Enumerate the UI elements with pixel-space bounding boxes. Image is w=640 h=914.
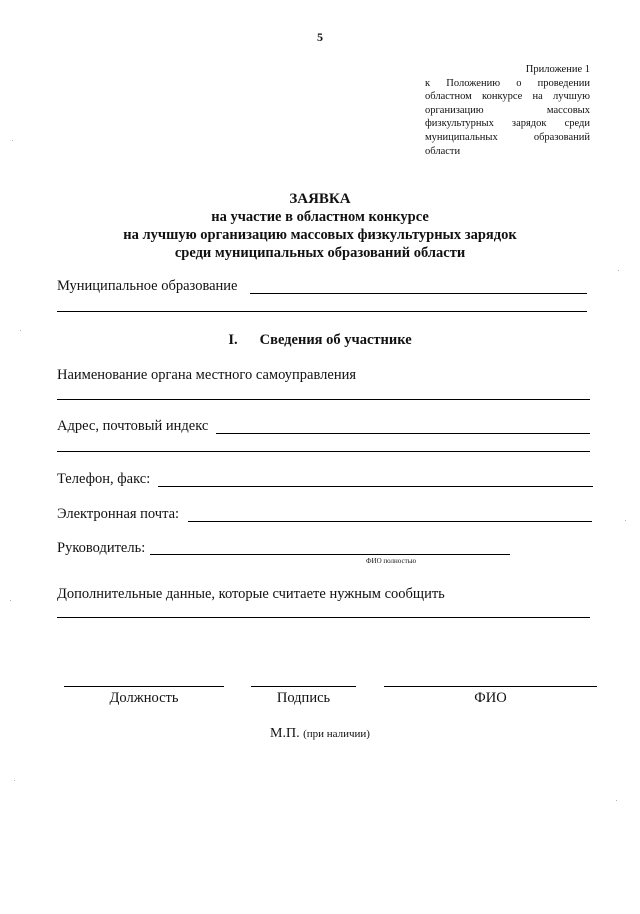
- section-number: I.: [228, 332, 238, 348]
- scan-speck: [12, 140, 13, 141]
- municipality-line-2[interactable]: [57, 311, 587, 312]
- org-name-label: Наименование органа местного самоуправления: [57, 367, 357, 383]
- scan-speck: [616, 800, 617, 801]
- appendix-body: к Положению о проведении областном конкурсе на лучшую организацию массовых физкультурных зарядок среди муниципальных образований области: [425, 77, 590, 157]
- email-line[interactable]: [188, 521, 592, 522]
- scan-speck: [14, 780, 15, 781]
- head-hint: ФИО полностью: [366, 557, 417, 565]
- address-label: Адрес, почтовый индекс: [57, 418, 209, 434]
- municipality-label: Муниципальное образование: [57, 278, 238, 294]
- scan-speck: [625, 520, 626, 521]
- position-label: Должность: [109, 690, 179, 706]
- address-line-2[interactable]: [57, 451, 590, 452]
- head-line[interactable]: [150, 554, 510, 555]
- section-title: Сведения об участнике: [259, 332, 412, 348]
- form-subtitle-3: среди муниципальных образований области: [174, 245, 466, 261]
- scan-speck: [10, 600, 11, 601]
- form-subtitle-1: на участие в областном конкурсе: [211, 209, 429, 225]
- municipality-line[interactable]: [250, 293, 587, 294]
- phone-line[interactable]: [158, 486, 593, 487]
- email-label: Электронная почта:: [57, 506, 180, 522]
- phone-label: Телефон, факс:: [57, 471, 151, 487]
- page-number: 5: [317, 30, 323, 44]
- form-header: [0, 190, 640, 262]
- signature-line[interactable]: [251, 686, 356, 687]
- name-label: ФИО: [474, 690, 507, 706]
- position-line[interactable]: [64, 686, 224, 687]
- additional-line[interactable]: [57, 617, 590, 618]
- signature-label: Подпись: [276, 690, 331, 706]
- stamp-label: М.П.: [270, 726, 300, 741]
- address-line[interactable]: [216, 433, 590, 434]
- head-label: Руководитель:: [57, 540, 146, 556]
- name-line[interactable]: [384, 686, 597, 687]
- form-subtitle-2: на лучшую организацию массовых физкультурных зарядок: [123, 227, 517, 243]
- form-title: ЗАЯВКА: [289, 191, 351, 207]
- appendix-title: Приложение 1: [525, 64, 590, 75]
- additional-label: Дополнительные данные, которые считаете нужным сообщить: [57, 586, 445, 602]
- org-name-line[interactable]: [57, 399, 590, 400]
- scan-speck: [20, 330, 21, 331]
- stamp-place: [0, 726, 640, 742]
- scan-speck: [618, 270, 619, 271]
- appendix-note: [425, 63, 590, 158]
- section-heading: [0, 332, 640, 349]
- stamp-note: (при наличии): [303, 728, 370, 740]
